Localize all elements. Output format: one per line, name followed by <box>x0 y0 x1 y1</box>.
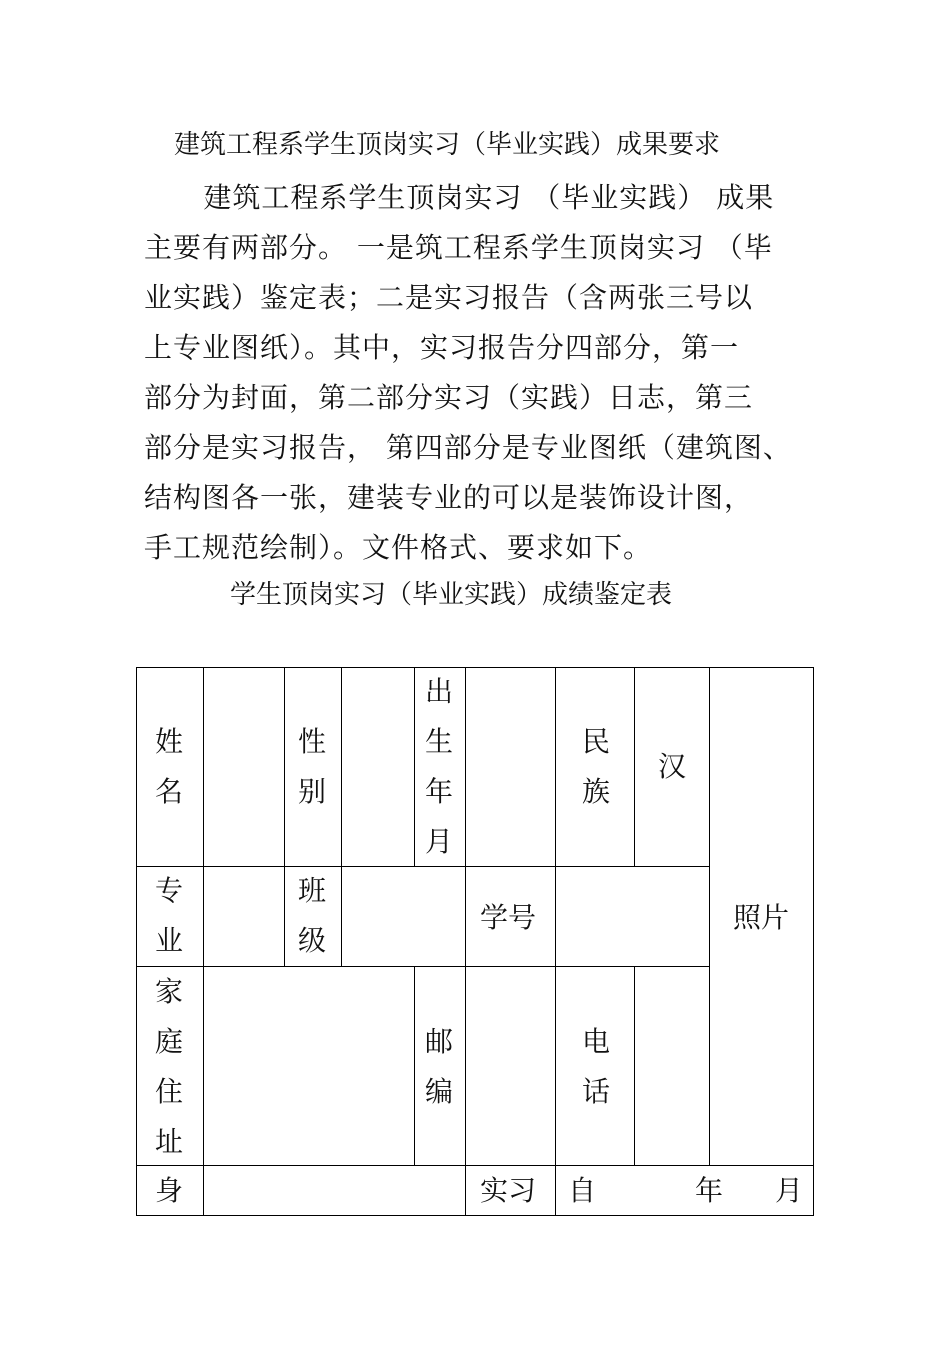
address-label: 家 庭 住 址 <box>154 975 183 1158</box>
table-rule <box>634 966 635 1165</box>
ethnicity-value: 汉 <box>657 750 686 783</box>
table-rule <box>414 667 415 866</box>
month-label: 月 <box>775 1174 804 1207</box>
major-label: 专 业 <box>154 874 183 957</box>
year-label: 年 <box>695 1174 724 1207</box>
paragraph-line: 上专业图纸）。其中，实习报告分四部分，第一 <box>144 331 740 364</box>
table-rule <box>284 667 285 966</box>
table-rule <box>341 667 342 966</box>
table-rule <box>634 667 635 866</box>
table-border <box>136 667 137 1216</box>
paragraph-line: 手工规范绘制）。文件格式、要求如下。 <box>144 531 653 564</box>
paragraph-line: 结构图各一张，建装专业的可以是装饰设计图， <box>144 481 754 514</box>
paragraph-line: 部分为封面，第二部分实习（实践）日志，第三 <box>144 381 754 414</box>
paragraph-line: 建筑工程系学生顶岗实习 （毕业实践） 成果 <box>144 181 775 214</box>
table-rule <box>136 966 710 967</box>
gender-label: 性 别 <box>297 725 326 808</box>
internship-label: 实习 <box>480 1174 537 1207</box>
postcode-label: 邮 编 <box>424 1025 453 1108</box>
table-rule <box>414 966 415 1165</box>
table-rule <box>709 667 710 1165</box>
paragraph-line: 部分是实习报告， 第四部分是专业图纸（建筑图、 <box>144 431 792 464</box>
document-title: 建筑工程系学生顶岗实习（毕业实践）成果要求 <box>174 130 721 160</box>
name-label: 姓 名 <box>154 725 183 808</box>
table-title: 学生顶岗实习（毕业实践）成绩鉴定表 <box>230 580 673 610</box>
table-border <box>136 667 814 668</box>
phone-label: 电 话 <box>581 1025 610 1108</box>
student-id-label: 学号 <box>480 901 537 934</box>
ethnicity-label: 民 族 <box>581 725 610 808</box>
birth-label: 出 生 年 月 <box>424 675 453 858</box>
from-label: 自 <box>568 1174 597 1207</box>
table-rule <box>555 667 556 1216</box>
table-rule <box>465 667 466 1216</box>
photo-label: 照片 <box>733 901 790 934</box>
id-label: 身 <box>154 1174 183 1207</box>
paragraph-line: 主要有两部分。 一是筑工程系学生顶岗实习 （毕 <box>144 231 773 264</box>
class-label: 班 级 <box>297 874 326 957</box>
paragraph-line: 业实践）鉴定表；二是实习报告（含两张三号以 <box>144 281 754 314</box>
table-rule <box>203 667 204 1216</box>
table-border <box>813 667 814 1216</box>
